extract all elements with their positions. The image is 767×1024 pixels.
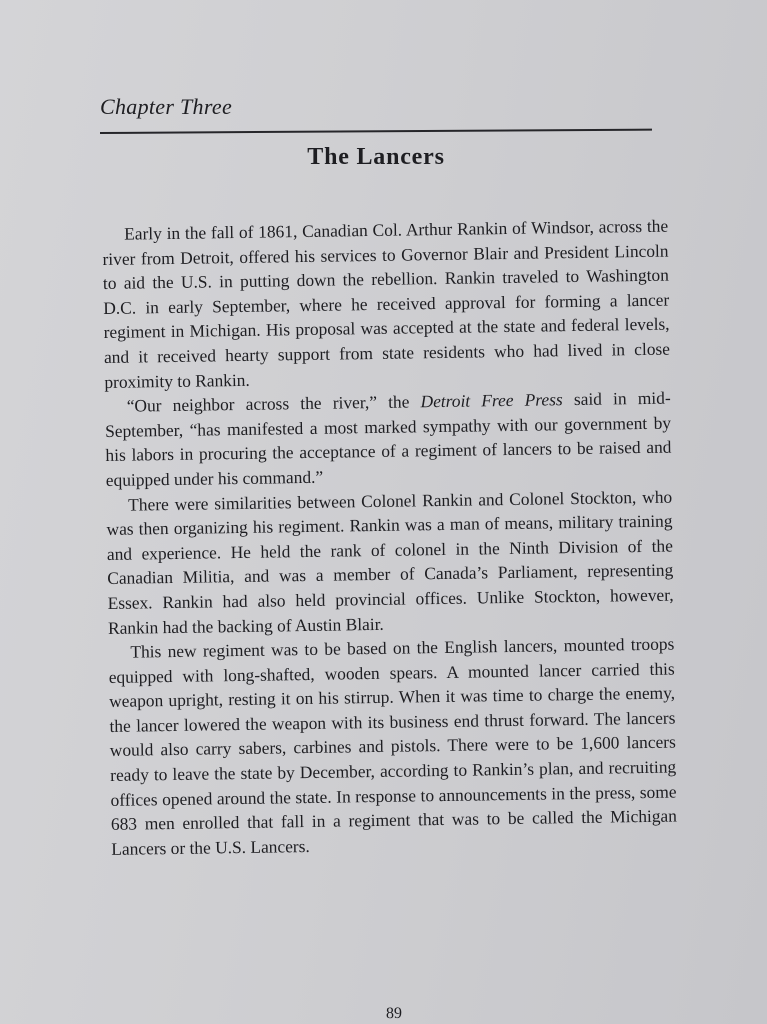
chapter-title: The Lancers — [307, 144, 445, 170]
paragraph-2-rest: said in mid-September, “has manifested a most marked sympathy with our government by his labors in procuring the acceptance of a regiment of lancers to be raised and equipped under his command.” — [104, 387, 672, 490]
chapter-label: Chapter Three — [100, 94, 233, 119]
paragraph-4: This new regiment was to be based on the English lancers, mounted troops equipped with long-shafted, wooden spears. A mounted lancer carried this weapon upright, resting it on his stirrup. When it was time to charge the enemy, the lancer lowered the weapon with its business end thrust forward. The lancers would also carry sabers, carbines and pistols. There were to be 1,600 lancers ready to leave the state by December, according to Rankin’s plan, and recruiting offices opened around the state. In response to announcements in the press, some 683 men enrolled that fall in a regiment that was to be called the Michigan Lancers or the U.S. Lancers. — [108, 633, 678, 859]
page-number: 89 — [385, 1004, 403, 1023]
paragraph-1: Early in the fall of 1861, Canadian Col. Arthur Rankin of Windsor, across the river from Detroit, offered his services to Governor Blair and President Lincoln to aid the U.S. in putting down the rebellion. Rankin traveled to Washington D.C. in early September, where he received approval for forming a lancer regiment in Michigan. His proposal was accepted at the state and federal levels, and it received hearty support from state residents who had lived in close proximity to Rankin. — [102, 215, 671, 392]
paragraph-3: There were similarities between Colonel Rankin and Colonel Stockton, who was then organizing his regiment. Rankin was a man of means, military training and experience. He held the rank of colonel in the Ninth Division of the Canadian Militia, and was a member of Canada’s Parliament, representing Essex. Rankin had also held provincial offices. Unlike Stockton, however, Rankin had the backing of Austin Blair. — [106, 486, 674, 638]
header-rule — [100, 129, 652, 134]
paragraph-2-lead: “Our neighbor across the river,” the — [126, 391, 421, 416]
paragraph-2 — [105, 386, 672, 493]
newspaper-title: Detroit Free Press — [420, 389, 563, 412]
chapter-body — [102, 214, 677, 862]
